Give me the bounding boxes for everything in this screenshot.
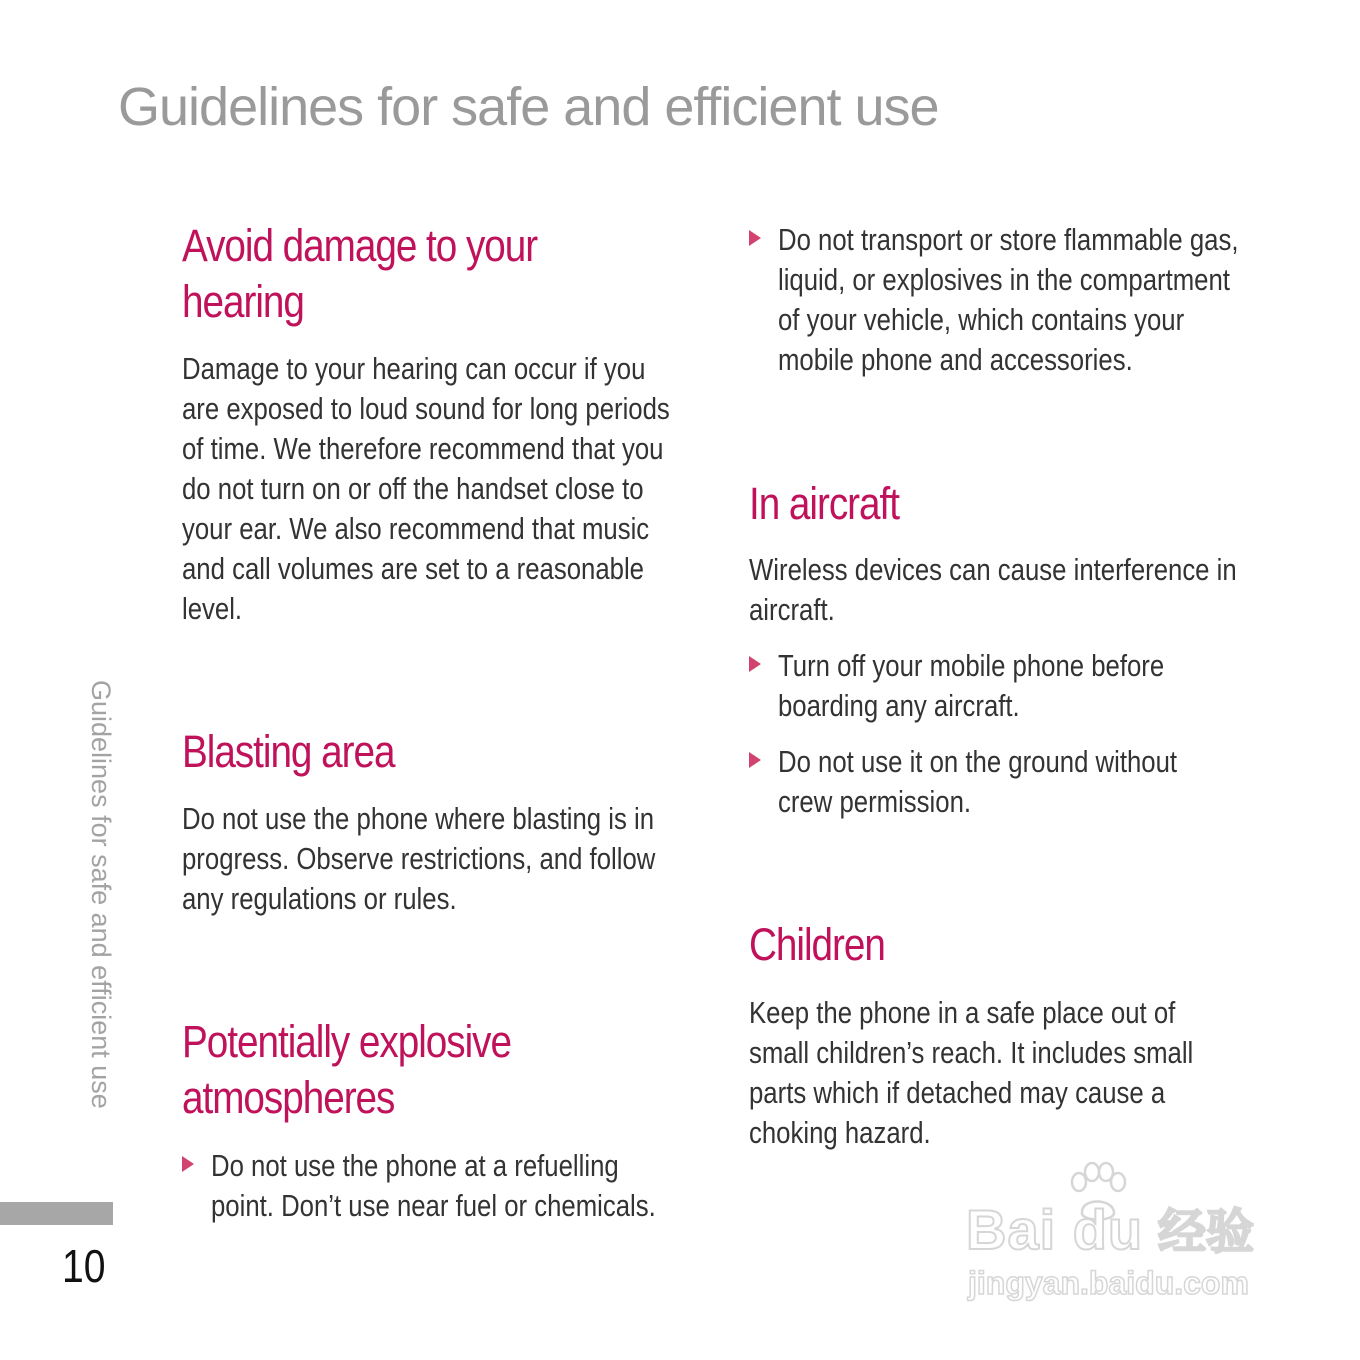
hearing-body [182,349,670,629]
baidu-watermark [966,1160,1286,1310]
bullet-line: Do not use it on the ground without [778,744,1178,779]
heading-line: Potentially explosive [182,1016,511,1067]
triangle-bullet-icon [182,1156,194,1172]
bullet-line: liquid, or explosives in the compartment [778,262,1230,297]
sidebar-vertical-title: Guidelines for safe and efficient use [86,680,116,1109]
section-heading-blasting [182,724,394,780]
bullet-text [211,1146,656,1226]
page-number: 10 [62,1240,106,1292]
heading-line: In aircraft [749,478,899,529]
bullet-text [778,220,1238,380]
heading-line: atmospheres [182,1072,395,1123]
watermark-suffix: 经验 [1158,1204,1255,1260]
body-line: aircraft. [749,592,835,627]
body-line: Do not use the phone where blasting is in [182,801,655,836]
bullet-line: crew permission. [778,784,972,819]
bullet-line: boarding any aircraft. [778,688,1020,723]
body-line: small children’s reach. It includes small [749,1035,1194,1070]
heading-line: Blasting area [182,726,395,777]
body-line: are exposed to loud sound for long periods [182,391,670,426]
bullet-text [778,646,1164,726]
page-title: Guidelines for safe and efficient use [118,77,939,137]
aircraft-body [749,550,1237,630]
body-line: your ear. We also recommend that music [182,511,650,546]
body-line: Wireless devices can cause interference in [749,552,1237,587]
watermark-brand: Bai du [966,1198,1144,1261]
section-heading-children [749,917,885,973]
bullet-line: mobile phone and accessories. [778,342,1133,377]
section-heading-explosive [182,1014,511,1126]
sidebar-marker-bar [0,1202,113,1225]
body-line: Keep the phone in a safe place out of [749,995,1176,1030]
triangle-bullet-icon [749,752,761,768]
watermark-url: jingyan.baidu.com [968,1265,1249,1301]
bullet-line: Turn off your mobile phone before [778,648,1165,683]
heading-line: Avoid damage to your [182,220,538,271]
body-line: do not turn on or off the handset close to [182,471,644,506]
body-line: and call volumes are set to a reasonable [182,551,644,586]
body-line: level. [182,591,243,626]
triangle-bullet-icon [749,230,761,246]
bullet-line: of your vehicle, which contains your [778,302,1185,337]
body-line: Damage to your hearing can occur if you [182,351,646,386]
section-heading-hearing [182,218,537,330]
bullet-line: Do not transport or store flammable gas, [778,222,1239,257]
heading-line: Children [749,919,885,970]
section-heading-aircraft [749,476,899,532]
blasting-body [182,799,655,919]
body-line: parts which if detached may cause a [749,1075,1166,1110]
bullet-text [778,742,1177,822]
body-line: any regulations or rules. [182,881,457,916]
children-body [749,993,1193,1153]
body-line: progress. Observe restrictions, and follow [182,841,656,876]
body-line: of time. We therefore recommend that you [182,431,664,466]
triangle-bullet-icon [749,656,761,672]
heading-line: hearing [182,276,304,327]
body-line: choking hazard. [749,1115,931,1150]
bullet-line: point. Don’t use near fuel or chemicals. [211,1188,656,1223]
bullet-line: Do not use the phone at a refuelling [211,1148,619,1183]
